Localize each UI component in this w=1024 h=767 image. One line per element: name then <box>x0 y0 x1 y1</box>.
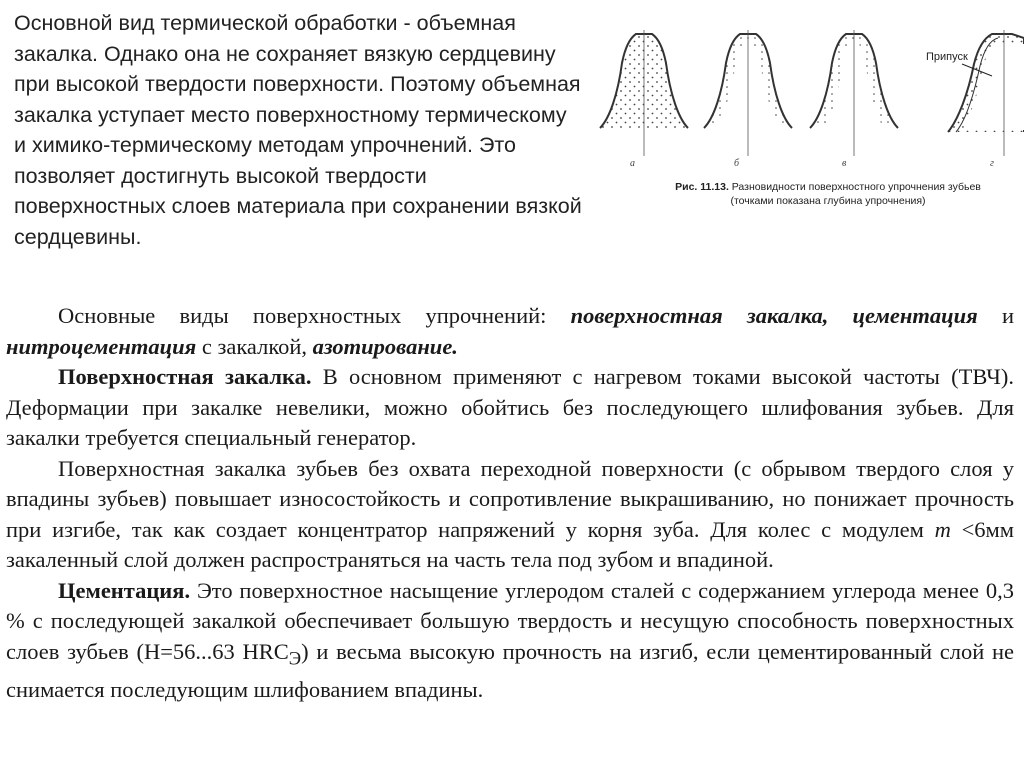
p2-text: В основном применяют с нагревом токами высокой частоты (ТВЧ). Деформации при закалке невелики, можно обойтись без последующего шлифования зубьев. Для закалки требуется специальный генератор. <box>6 364 1015 450</box>
label-a: а <box>630 158 635 169</box>
heading-carburizing: Цементация. <box>58 577 191 603</box>
p3-text-after: <6мм закаленный слой должен распространяться на часть тела под зубом и впадиной. <box>6 516 1015 572</box>
tooth-g <box>926 30 1024 169</box>
tooth-b <box>704 30 792 169</box>
p1-and: и <box>1001 303 1014 328</box>
caption-text: Разновидности поверхностного упрочнения зубьев <box>731 181 981 193</box>
p4-text-before: Это поверхностное насыщение углеродом сталей с содержанием углерода менее 0,3 % с последующей закалкой обеспечивает большую твердость и несущую способность поверхностных слоев зубьев (Н=56...63 HRC <box>6 577 1015 664</box>
hrc-subscript: Э <box>288 648 302 669</box>
gear-teeth-diagram <box>592 8 1024 178</box>
paragraph-surface-hardening <box>6 362 1014 454</box>
label-g: г <box>990 158 994 169</box>
module-symbol: m <box>934 516 951 542</box>
term-surface-hardening: поверхностная закалка, цементация <box>570 303 978 328</box>
label-b: б <box>734 158 740 169</box>
gear-teeth-figure <box>592 8 1024 220</box>
intro-paragraph: Основной вид термической обработки - объемная закалка. Однако она не сохраняет вязкую сердцевину при высокой твердости поверхности. Поэтому объемная закалка уступает место поверхностному термическому и химико-термическому методам упрочнений. Это позволяет достигнуть высокой твердости поверхностных слоев материала при сохранении вязкой сердцевины. <box>14 11 582 249</box>
p3-text-before: Поверхностная закалка зубьев без охвата переходной поверхности (с обрывом твердого слоя у впадины зубьев) повышает износостойкость и сопротивление выкрашиванию, но понижает прочность при изгибе, так как создает концентратор напряжений у корня зуба. Для колес с модулем <box>6 455 1014 542</box>
tooth-a <box>600 30 688 169</box>
p1-lead: Основные виды поверхностных упрочнений: <box>58 303 547 328</box>
tooth-v <box>810 30 898 169</box>
p4-text-after: ) и весьма высокую прочность на изгиб, если цементированный слой не снимается последующим шлифованием впадины. <box>6 638 1014 702</box>
term-nitrocarburizing: нитроцементация <box>6 333 197 359</box>
heading-surface-hardening: Поверхностная закалка. <box>58 364 312 389</box>
figure-caption <box>632 180 1024 208</box>
caption-note: (точками показана глубина упрочнения) <box>730 195 926 207</box>
p1-with-quench: с закалкой, <box>201 333 308 359</box>
term-nitriding: азотирование. <box>312 333 458 359</box>
paragraph-carburizing <box>6 576 1014 706</box>
paragraph-transition-surface <box>6 454 1014 576</box>
caption-number: Рис. 11.13. <box>675 181 729 193</box>
label-v: в <box>842 158 847 169</box>
paragraph-hardening-types <box>6 301 1014 362</box>
body-text <box>6 301 1014 705</box>
allowance-label: Припуск <box>926 51 968 63</box>
